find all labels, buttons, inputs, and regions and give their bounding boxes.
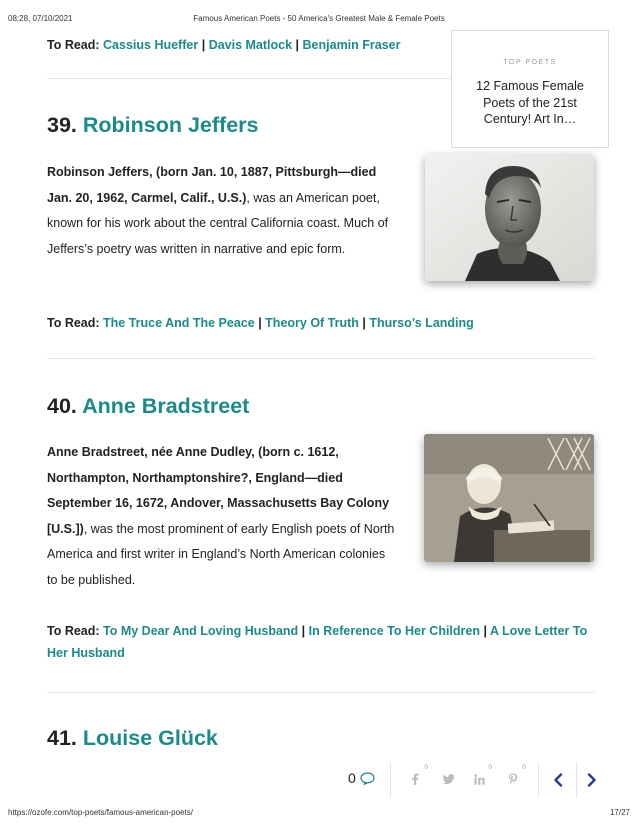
linkedin-icon bbox=[474, 774, 485, 785]
top-poets-label: TOP POETS bbox=[503, 59, 557, 66]
bio-highlight: Robinson Jeffers, (born Jan. 10, 1887, Pittsburgh—died Jan. 20, 1962, Carmel, Calif., U.S.) bbox=[47, 165, 377, 205]
print-url: https://ozofe.com/top-poets/famous-american-poets/ bbox=[8, 808, 193, 817]
print-page-title: Famous American Poets - 50 America's Greatest Male & Female Poets bbox=[193, 14, 445, 23]
poet-name[interactable]: Anne Bradstreet bbox=[82, 394, 250, 418]
twitter-share-button[interactable] bbox=[434, 766, 464, 792]
link-separator: | bbox=[483, 624, 487, 638]
to-read-label: To Read: bbox=[47, 316, 100, 330]
poet-number: 41. bbox=[47, 726, 77, 750]
book-link[interactable]: In Reference To Her Children bbox=[308, 624, 480, 638]
top-poets-link[interactable]: 12 Famous Female Poets of the 21st Century! Art In… bbox=[476, 79, 584, 126]
link-separator: | bbox=[301, 624, 306, 638]
share-count: 0 bbox=[522, 764, 526, 771]
linkedin-share-button[interactable] bbox=[464, 766, 494, 792]
poet-name[interactable]: Robinson Jeffers bbox=[82, 113, 259, 137]
book-link[interactable]: Davis Matlock bbox=[208, 38, 293, 52]
bio-text: , was the most prominent of early English poets of North America and first writer in England’s North American colonies to be published. bbox=[47, 521, 395, 587]
poet-bio-39 bbox=[47, 160, 397, 262]
book-link[interactable]: Cassius Hueffer bbox=[103, 38, 199, 52]
poet-heading-41 bbox=[47, 726, 218, 751]
pinterest-icon bbox=[508, 773, 518, 785]
poet-heading-40 bbox=[47, 394, 249, 419]
book-link[interactable]: A Love Letter To Her Husband bbox=[47, 624, 588, 660]
print-timestamp: 08:28, 07/10/2021 bbox=[8, 14, 73, 23]
poet-bio-40 bbox=[47, 440, 397, 593]
book-link[interactable]: Theory Of Truth bbox=[265, 316, 359, 330]
book-link[interactable]: The Truce And The Peace bbox=[103, 316, 255, 330]
book-link[interactable]: To My Dear And Loving Husband bbox=[103, 624, 299, 638]
to-read-label: To Read: bbox=[47, 624, 100, 638]
comment-icon bbox=[360, 772, 375, 785]
bio-highlight: Anne Bradstreet, née Anne Dudley, (born c. 1612, Northampton, Northamptonshire?, England—died September 16, 1672, Andover, Massachusetts Bay Colony [U.S.]) bbox=[47, 445, 390, 536]
book-link[interactable]: Benjamin Fraser bbox=[302, 38, 401, 52]
comments-button[interactable] bbox=[348, 770, 375, 786]
share-separator bbox=[538, 762, 539, 798]
anne-bradstreet-photo bbox=[424, 434, 594, 562]
to-read-label: To Read: bbox=[47, 38, 100, 52]
poet-name[interactable]: Louise Glück bbox=[82, 726, 218, 750]
share-separator bbox=[576, 762, 577, 798]
comment-count: 0 bbox=[348, 770, 356, 786]
chevron-left-icon bbox=[553, 773, 563, 787]
print-footer bbox=[8, 805, 630, 817]
link-separator: | bbox=[201, 38, 206, 52]
poet-heading-39 bbox=[47, 113, 259, 138]
to-read-39 bbox=[47, 312, 607, 334]
pinterest-share-button[interactable] bbox=[498, 766, 528, 792]
next-page-button[interactable] bbox=[578, 766, 606, 794]
poet-number: 40. bbox=[47, 394, 77, 418]
link-separator: | bbox=[258, 316, 262, 330]
section-divider bbox=[47, 358, 595, 359]
to-read-40 bbox=[47, 620, 595, 664]
portrait-image bbox=[425, 154, 594, 281]
prev-page-button[interactable] bbox=[544, 766, 572, 794]
share-count: 0 bbox=[424, 764, 428, 771]
book-link[interactable]: Thurso’s Landing bbox=[369, 316, 474, 330]
twitter-icon bbox=[443, 774, 455, 784]
link-separator: | bbox=[295, 38, 300, 52]
link-separator: | bbox=[362, 316, 366, 330]
robinson-jeffers-photo bbox=[425, 154, 594, 281]
print-header bbox=[8, 14, 630, 26]
share-bar bbox=[340, 762, 608, 798]
facebook-share-button[interactable] bbox=[400, 766, 430, 792]
chevron-right-icon bbox=[587, 773, 597, 787]
engraving-image bbox=[424, 434, 594, 562]
prev-to-read bbox=[47, 34, 467, 56]
bio-text: , was an American poet, known for his work about the central California coast. Much of Jeffers’s poetry was written in narrative and epic form. bbox=[47, 190, 389, 256]
top-poets-card[interactable] bbox=[451, 30, 609, 148]
poet-number: 39. bbox=[47, 113, 77, 137]
share-count: 0 bbox=[488, 764, 492, 771]
share-separator bbox=[390, 762, 391, 798]
facebook-icon bbox=[411, 773, 419, 785]
print-page-number: 17/27 bbox=[609, 808, 630, 817]
section-divider bbox=[47, 692, 595, 693]
